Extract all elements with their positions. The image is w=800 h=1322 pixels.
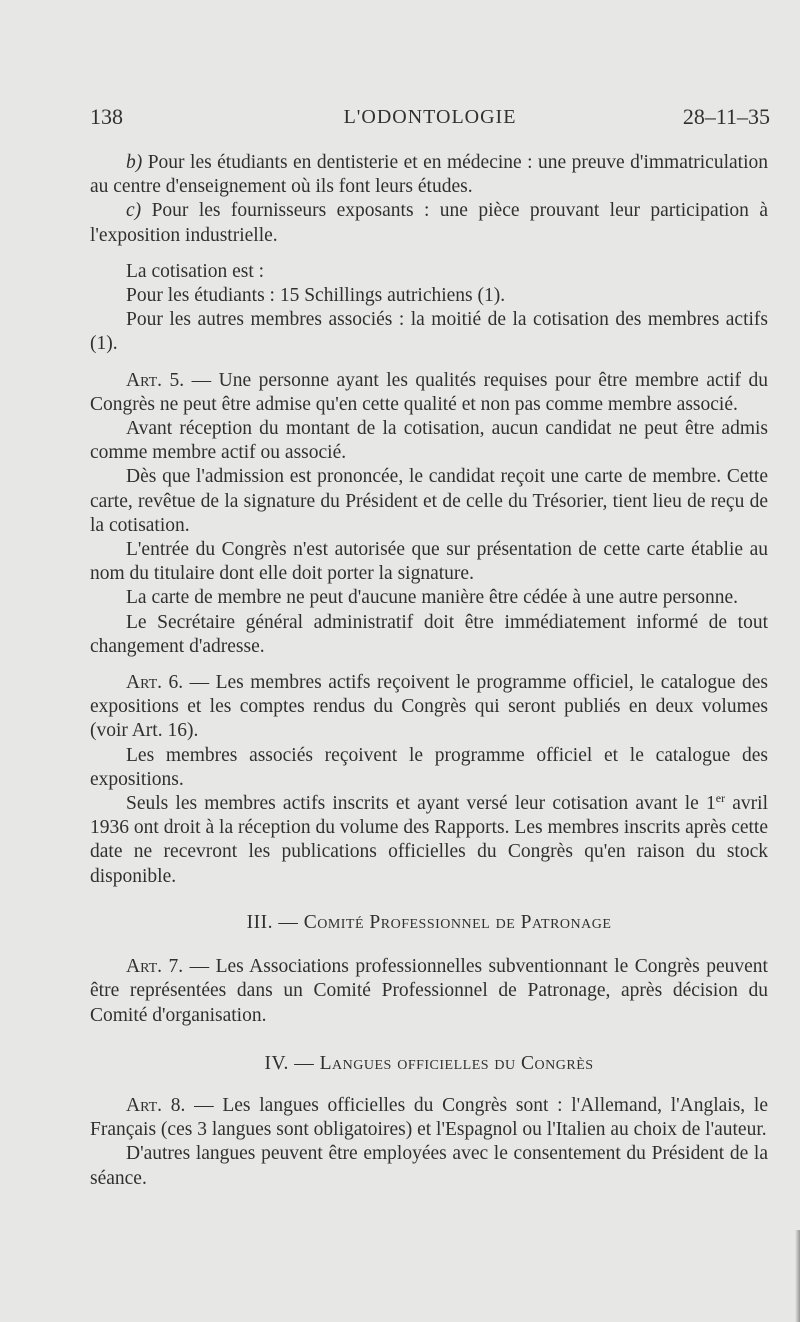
superscript-er: er	[715, 791, 726, 806]
page-body	[90, 151, 768, 1191]
article-8-text: — Les langues officielles du Congrès sont : l'Allemand, l'Anglais, le Français (ces 3 langues sont obligatoires) et l'Espagnol ou l'Italien au choix de l'auteur.	[90, 1094, 768, 1141]
article-5	[90, 369, 768, 417]
article-7	[90, 955, 768, 1028]
paragraph-secretaire: Le Secrétaire général administratif doit être immédiatement informé de tout changement d'adresse.	[90, 611, 768, 657]
article-6	[90, 671, 768, 744]
paragraph-reception: Avant réception du montant de la cotisation, aucun candidat ne peut être admis comme membre actif ou associé.	[90, 418, 768, 464]
paragraph-rapports-a: Seuls les membres actifs inscrits et ayant versé leur cotisation avant le 1	[126, 793, 716, 815]
paragraph-c-text: Pour les fournisseurs exposants : une pièce prouvant leur participation à l'exposition industrielle.	[90, 200, 768, 246]
list-label-c: c)	[126, 200, 142, 222]
article-6-text: — Les membres actifs reçoivent le programme officiel, le catalogue des expositions et les comptes rendus du Congrès qui seront publiés en deux volumes (voir Art. 16).	[90, 672, 768, 742]
section-heading-iii: III. — Comité Professionnel de Patronage	[246, 911, 612, 933]
paragraph-b	[90, 151, 768, 199]
page-header	[90, 104, 770, 134]
article-8-label: Art. 8.	[126, 1094, 186, 1116]
paragraph-b-text: Pour les étudiants en dentisterie et en médecine : une preuve d'immatriculation au centre d'enseignement où ils font leurs études.	[90, 152, 768, 198]
article-7-label: Art. 7.	[126, 956, 184, 978]
paragraph-carte: La carte de membre ne peut d'aucune manière être cédée à une autre personne.	[126, 587, 739, 609]
article-5-text: — Une personne ayant les qualités requises pour être membre actif du Congrès ne peut être admise qu'en cette qualité et non pas comme membre associé.	[90, 369, 768, 415]
list-label-b: b)	[126, 152, 143, 173]
page-number: 138	[90, 104, 123, 129]
article-8	[90, 1094, 768, 1142]
paragraph-autres-langues: D'autres langues peuvent être employées avec le consentement du Président de la séance.	[90, 1143, 768, 1189]
paragraph-c	[90, 199, 768, 247]
section-heading-iv: IV. — Langues officielles du Congrès	[264, 1052, 594, 1074]
paragraph-admission: Dès que l'admission est prononcée, le candidat reçoit une carte de membre. Cette carte, revêtue de la signature du Président et de celle du Trésorier, tient lieu de reçu de la cotisation.	[90, 466, 768, 536]
paragraph-etudiants: Pour les étudiants : 15 Schillings autrichiens (1).	[126, 285, 506, 307]
paragraph-entree: L'entrée du Congrès n'est autorisée que sur présentation de cette carte établie au nom du titulaire dont elle doit porter la signature.	[90, 539, 768, 585]
running-title: L'ODONTOLOGIE	[343, 106, 517, 128]
issue-date: 28–11–35	[682, 104, 770, 129]
article-6-label: Art. 6.	[126, 672, 184, 694]
article-5-label: Art. 5.	[126, 369, 185, 391]
paragraph-cotisation: La cotisation est :	[126, 260, 265, 282]
page-edge-shadow	[795, 1230, 800, 1322]
paragraph-membres-associes-programme: Les membres associés reçoivent le programme officiel et le catalogue des expositions.	[90, 744, 768, 790]
paragraph-rapports	[90, 792, 768, 889]
paragraph-membres-associes: Pour les autres membres associés : la moitié de la cotisation des membres actifs (1).	[90, 309, 768, 355]
article-7-text: — Les Associations professionnelles subventionnant le Congrès peuvent être représentées dans un Comité Professionnel de Patronage, après décision du Comité d'organisation.	[90, 956, 768, 1026]
paragraph-rapports-b: avril 1936 ont droit à la réception du volume des Rapports. Les membres inscrits après cette date ne recevront les publications officielles du Congrès qu'en raison du stock disponible.	[90, 793, 768, 887]
